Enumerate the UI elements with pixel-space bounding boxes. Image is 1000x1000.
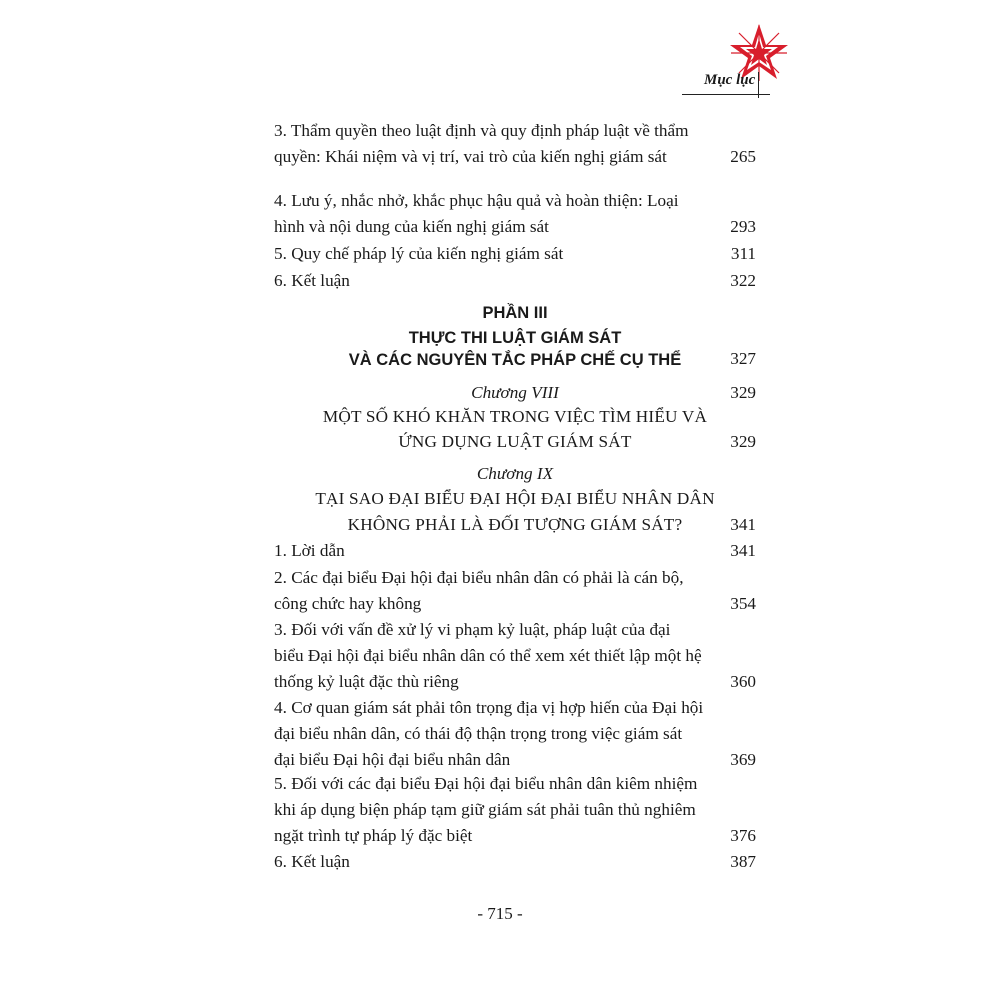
toc-entry-page: 293: [730, 217, 756, 236]
toc-entry-text: 5. Đối với các đại biểu Đại hội đại biểu nhân dân kiêm nhiệm khi áp dụng biện pháp tạm giữ giám sát phải tuân thủ nghiêm ngặt trình tự pháp lý đặc biệt: [274, 774, 698, 845]
toc-entry[interactable]: [274, 118, 756, 170]
chapter-9-label: Chương IX: [476, 464, 554, 483]
chapter-8-title-line1: MỘT SỐ KHÓ KHĂN TRONG VIỆC TÌM HIỂU VÀ: [322, 407, 708, 426]
toc-entry-text: 6. Kết luận: [274, 852, 350, 871]
toc-entry-text: 3. Đối với vấn đề xử lý vi phạm kỷ luật, pháp luật của đại biểu Đại hội đại biểu nhân dân có thể xem xét thiết lập một hệ thống kỷ luật đặc thù riêng: [274, 620, 702, 691]
toc-entry-page: 369: [730, 750, 756, 769]
section-header-title: Mục lục: [704, 72, 756, 88]
page-number: - 715 -: [477, 904, 523, 923]
toc-entry-page: 354: [730, 594, 756, 613]
toc-entry-text: 4. Lưu ý, nhắc nhở, khắc phục hậu quả và hoàn thiện: Loại hình và nội dung của kiến nghị giám sát: [274, 191, 679, 236]
toc-entry-page: 376: [730, 826, 756, 845]
toc-entry[interactable]: [274, 538, 756, 564]
chapter-8-page: 329: [730, 432, 756, 451]
toc-entry-text: 6. Kết luận: [274, 271, 350, 290]
toc-entry-page: 341: [730, 541, 756, 560]
chapter-8-label: Chương VIII: [471, 383, 559, 402]
toc-entry-text: 2. Các đại biểu Đại hội đại biểu nhân dân có phải là cán bộ, công chức hay không: [274, 568, 684, 613]
toc-entry-text: 3. Thẩm quyền theo luật định và quy định pháp luật về thẩm quyền: Khái niệm và vị trí, vai trò của kiến nghị giám sát: [274, 121, 689, 166]
toc-entry-text: 4. Cơ quan giám sát phải tôn trọng địa vị hợp hiến của Đại hội đại biểu nhân dân, có thái độ thận trọng trong việc giám sát đại biểu Đại hội đại biểu nhân dân: [274, 698, 704, 769]
chapter-9-title-line1: TẠI SAO ĐẠI BIỂU ĐẠI HỘI ĐẠI BIỂU NHÂN DÂN: [315, 489, 715, 508]
toc-entry-text: 5. Quy chế pháp lý của kiến nghị giám sát: [274, 244, 564, 263]
toc-entry-page: 265: [730, 147, 756, 166]
header-rule-vertical: [758, 72, 759, 98]
header-rule-horizontal: [682, 94, 770, 95]
chapter-9-page: 341: [730, 515, 756, 534]
toc-entry[interactable]: [274, 241, 756, 267]
chapter-8-label-page: 329: [730, 383, 756, 402]
part-title-line2[interactable]: VÀ CÁC NGUYÊN TẮC PHÁP CHẾ CỤ THỂ: [348, 351, 682, 369]
toc-entry-page: 311: [730, 244, 756, 263]
chapter-8-title-line2[interactable]: ỨNG DỤNG LUẬT GIÁM SÁT: [398, 432, 632, 451]
toc-entry-text: 1. Lời dẫn: [274, 541, 345, 560]
toc-entry-page: 360: [730, 672, 756, 691]
toc-entry[interactable]: [274, 268, 756, 294]
toc-entry[interactable]: [274, 695, 756, 773]
part-label: PHẦN III: [482, 304, 548, 322]
part-page: 327: [730, 349, 756, 368]
toc-entry-page: 387: [730, 852, 756, 871]
chapter-9-title-line2[interactable]: KHÔNG PHẢI LÀ ĐỐI TƯỢNG GIÁM SÁT?: [347, 515, 683, 534]
toc-entry[interactable]: [274, 188, 756, 240]
toc-entry[interactable]: [274, 617, 756, 695]
toc-entry[interactable]: [274, 565, 756, 617]
toc-entry[interactable]: [274, 849, 756, 875]
toc-entry-page: 322: [730, 271, 756, 290]
toc-entry[interactable]: [274, 771, 756, 849]
part-title-line1: THỰC THI LUẬT GIÁM SÁT: [408, 329, 622, 347]
